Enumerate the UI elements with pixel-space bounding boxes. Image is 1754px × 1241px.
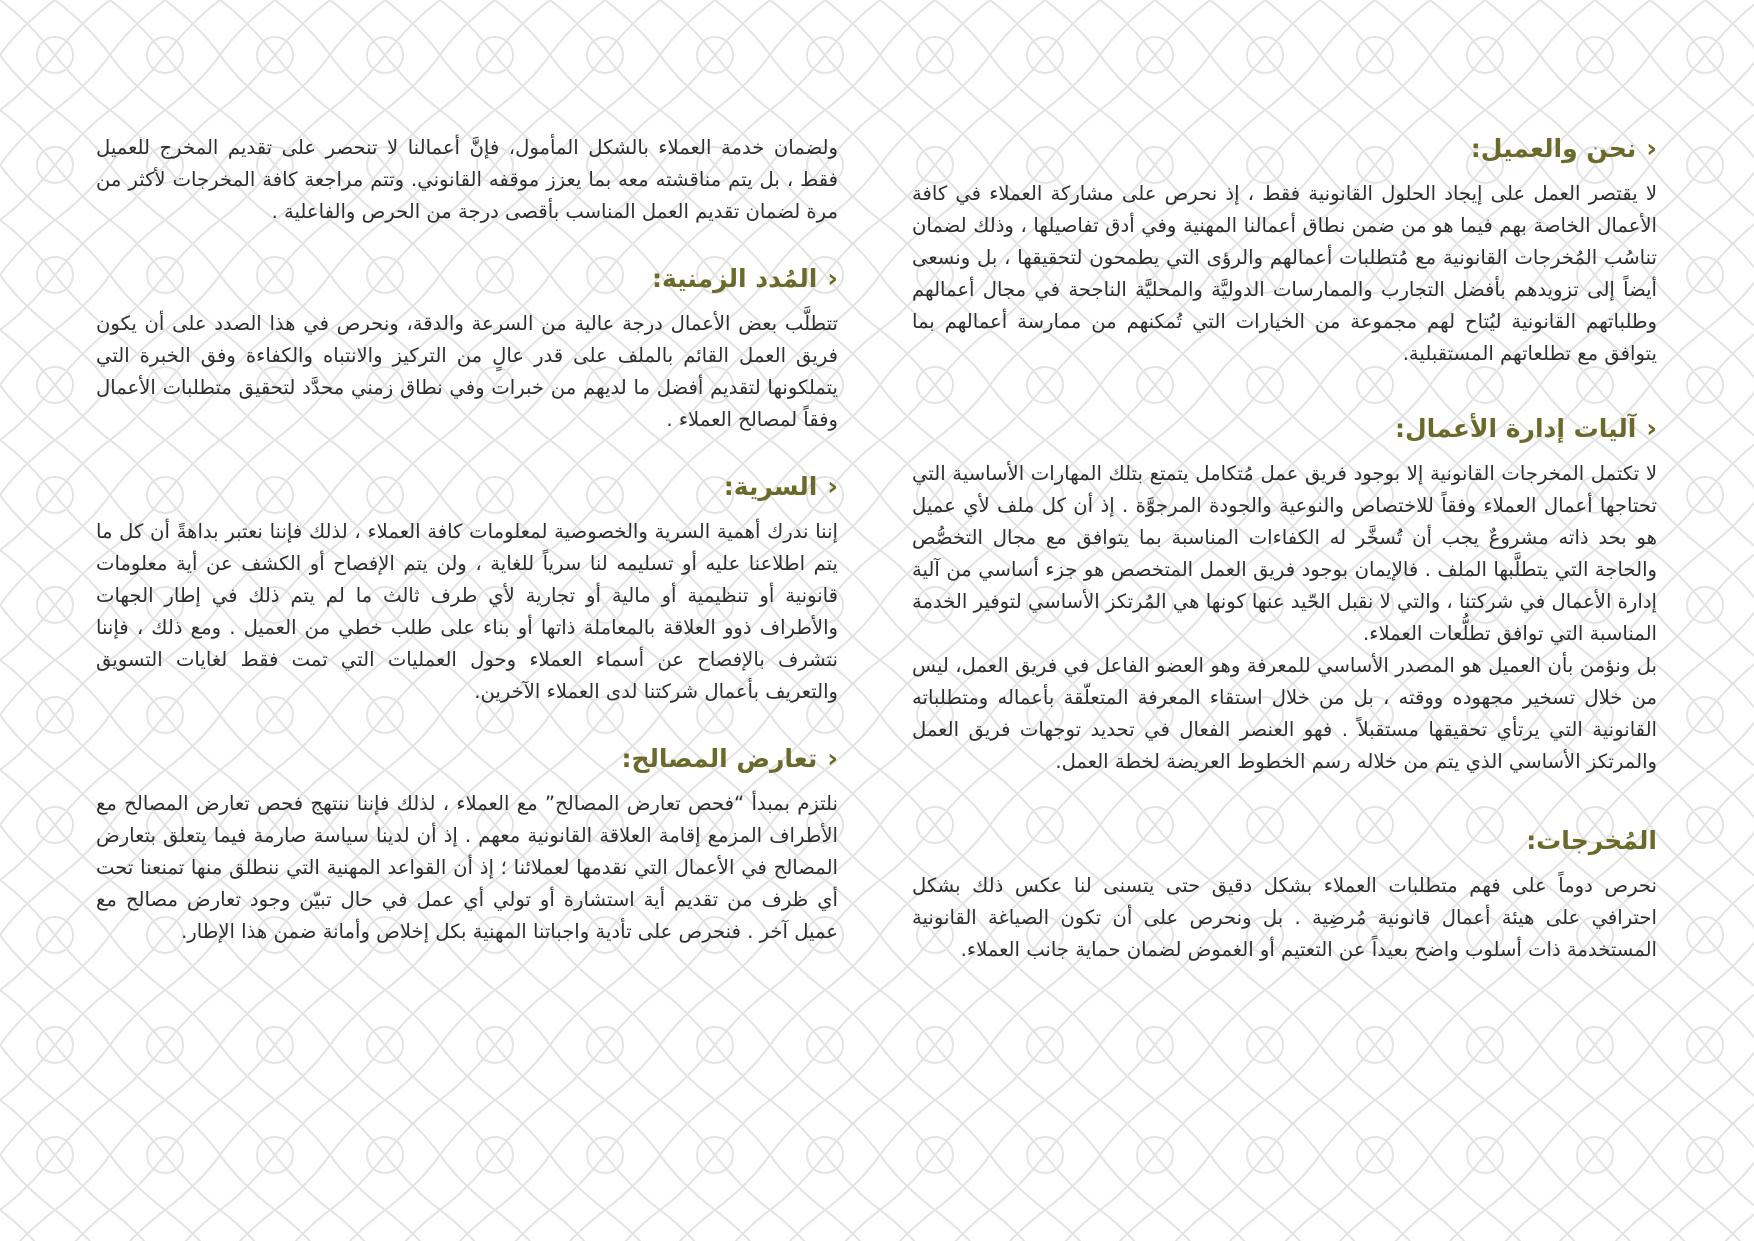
section-title: السرية: — [723, 472, 818, 501]
section-title: آليات إدارة الأعمال: — [1394, 414, 1637, 443]
section-heading-confidentiality — [96, 470, 838, 504]
right-column — [912, 132, 1657, 966]
section-client — [912, 132, 1657, 370]
section-heading-conflict — [96, 742, 838, 776]
section-title: تعارض المصالح: — [621, 744, 818, 773]
section-title: المُخرجات: — [1526, 826, 1657, 855]
left-column — [96, 132, 838, 948]
section-heading-client — [912, 132, 1657, 166]
section-outputs — [912, 824, 1657, 966]
chevron-left-icon: ‹ — [827, 264, 838, 294]
section-body: تتطلَّب بعض الأعمال درجة عالية من السرعة والدقة، ونحرص في هذا الصدد على أن يكون فريق العمل القائم بالملف على قدر عالٍ من التركيز والانتباه والكفاءة وفق الخبرة التي يتملكونها لتقديم أفضل ما لديهم من خبرات وفي نطاق زمني محدَّد لتحقيق متطلبات الأعمال وفقاً لمصالح العملاء . — [96, 312, 838, 431]
section-conflict — [96, 742, 838, 948]
chevron-left-icon: ‹ — [827, 472, 838, 502]
section-body: إننا ندرك أهمية السرية والخصوصية لمعلومات كافة العملاء ، لذلك فإننا نعتبر بداهةً أن كل ما يتم اطلاعنا عليه أو تسليمه لنا سرياً للغاية ، ولن يتم الإفصاح أو الكشف عن أية معلومات قانونية أو تنظيمية أو مالية أو تجارية لأي طرف ثالث ما لم يتم ذلك في إطار الجهات والأطراف ذوو العلاقة بالمعاملة ذاتها أو بناء على طلب خطي من العميل . ومع ذلك ، فإننا نتشرف بالإفصاح عن أسماء العملاء وحول العمليات التي تمت فقط لغايات التسويق والتعريف بأعمال شركتنا لدى العملاء الآخرين. — [96, 520, 838, 703]
section-body: لا تكتمل المخرجات القانونية إلا بوجود فريق عمل مُتكامل يتمتع بتلك المهارات الأساسية التي تحتاجها أعمال العملاء وفقاً للاختصاص والنوعية والجودة المرجوَّة . إذ أن كل ملف لأي عميل هو بحد ذاته مشروعٌ يجب أن تُسخَّر له الكفاءات المناسبة بما يتوافق مع مجال التخصُّص والحاجة التي يتطلَّبها الملف . فالإيمان بوجود فريق العمل المتخصص هو جزء أساسي من آلية إدارة الأعمال في شركتنا ، والتي لا نقبل الحّيد عنها كونها هي المُرتكز الأساسي لتوفير الخدمة المناسبة التي توافق تطلُّعات العملاء. — [912, 462, 1657, 645]
section-body: نحرص دوماً على فهم متطلبات العملاء بشكل دقيق حتى يتسنى لنا عكس ذلك بشكل احترافي على هيئة أعمال قانونية مُرضِية . بل ونحرص على أن تكون الصياغة القانونية المستخدمة ذات أسلوب واضح بعيداً عن التعتيم أو الغموض لضمان حماية جانب العملاء. — [912, 874, 1657, 961]
intro-paragraph: ولضمان خدمة العملاء بالشكل المأمول، فإنَّ أعمالنا لا تنحصر على تقديم المخرج للعميل فقط ، بل يتم مناقشته معه بما يعزز موقفه القانوني. وتتم مراجعة كافة المخرجات لأكثر من مرة لضمان تقديم العمل المناسب بأقصى درجة من الحرص والفاعلية . — [96, 136, 838, 223]
chevron-left-icon: ‹ — [827, 744, 838, 774]
section-body: لا يقتصر العمل على إيجاد الحلول القانونية فقط ، إذ نحرص على مشاركة العملاء في كافة الأعمال الخاصة بهم فيما هو من ضمن نطاق أعمالنا المهنية وفي أدق تفاصيلها ، وذلك لضمان تناسُب المُخرجات القانونية مع مُتطلبات أعمالهم والرؤى التي يطمحون لتحقيقها ، بل ونسعى أيضاً إلى تزويدهم بأفضل التجارب والممارسات الدوليَّة والمحليَّة الناجحة في مجال أعمالهم وطلباتهم القانونية ليُتاح لهم مجموعة من الخيارات التي تُمكنهم من ممارسة أعمالهم بما يتوافق مع تطلعاتهم المستقبلية. — [912, 182, 1657, 365]
section-intro — [96, 132, 838, 228]
section-heading-outputs — [912, 824, 1657, 858]
section-title: المُدد الزمنية: — [652, 264, 818, 293]
section-heading-timeframes — [96, 262, 838, 296]
section-body-continued: بل ونؤمن بأن العميل هو المصدر الأساسي للمعرفة وهو العضو الفاعل في فريق العمل، ليس من خلال تسخير مجهوده ووقته ، بل من خلال استقاء المعرفة المتعلّقة بأعماله ومتطلباته القانونية التي يرتأي تحقيقها مستقبلاً . فهو العنصر الفعال في تحديد توجهات فريق العمل والمرتكز الأساسي الذي يتم من خلاله رسم الخطوط العريضة لخطة العمل. — [912, 654, 1657, 773]
chevron-left-icon: ‹ — [1646, 414, 1657, 444]
section-heading-mechanisms — [912, 412, 1657, 446]
section-timeframes — [96, 262, 838, 436]
section-mechanisms — [912, 412, 1657, 778]
chevron-left-icon: ‹ — [1646, 134, 1657, 164]
section-title: نحن والعميل: — [1470, 134, 1637, 163]
section-confidentiality — [96, 470, 838, 708]
section-body: نلتزم بمبدأ “فحص تعارض المصالح” مع العملاء ، لذلك فإننا ننتهج فحص تعارض المصالح مع الأطراف المزمع إقامة العلاقة القانونية معهم . إذ أن لدينا سياسة صارمة فيما يتعلق بتعارض المصالح في الأعمال التي نقدمها لعملائنا ؛ إذ أن القواعد المهنية التي ننطلق منها تمنعنا تحت أي ظرف من تقديم أية استشارة أو تولي أي عمل في حال تبيّن وجود تعارض مصالح مع عميل آخر . فنحرص على تأدية واجباتنا المهنية بكل إخلاص وأمانة ضمن هذا الإطار. — [96, 792, 838, 943]
